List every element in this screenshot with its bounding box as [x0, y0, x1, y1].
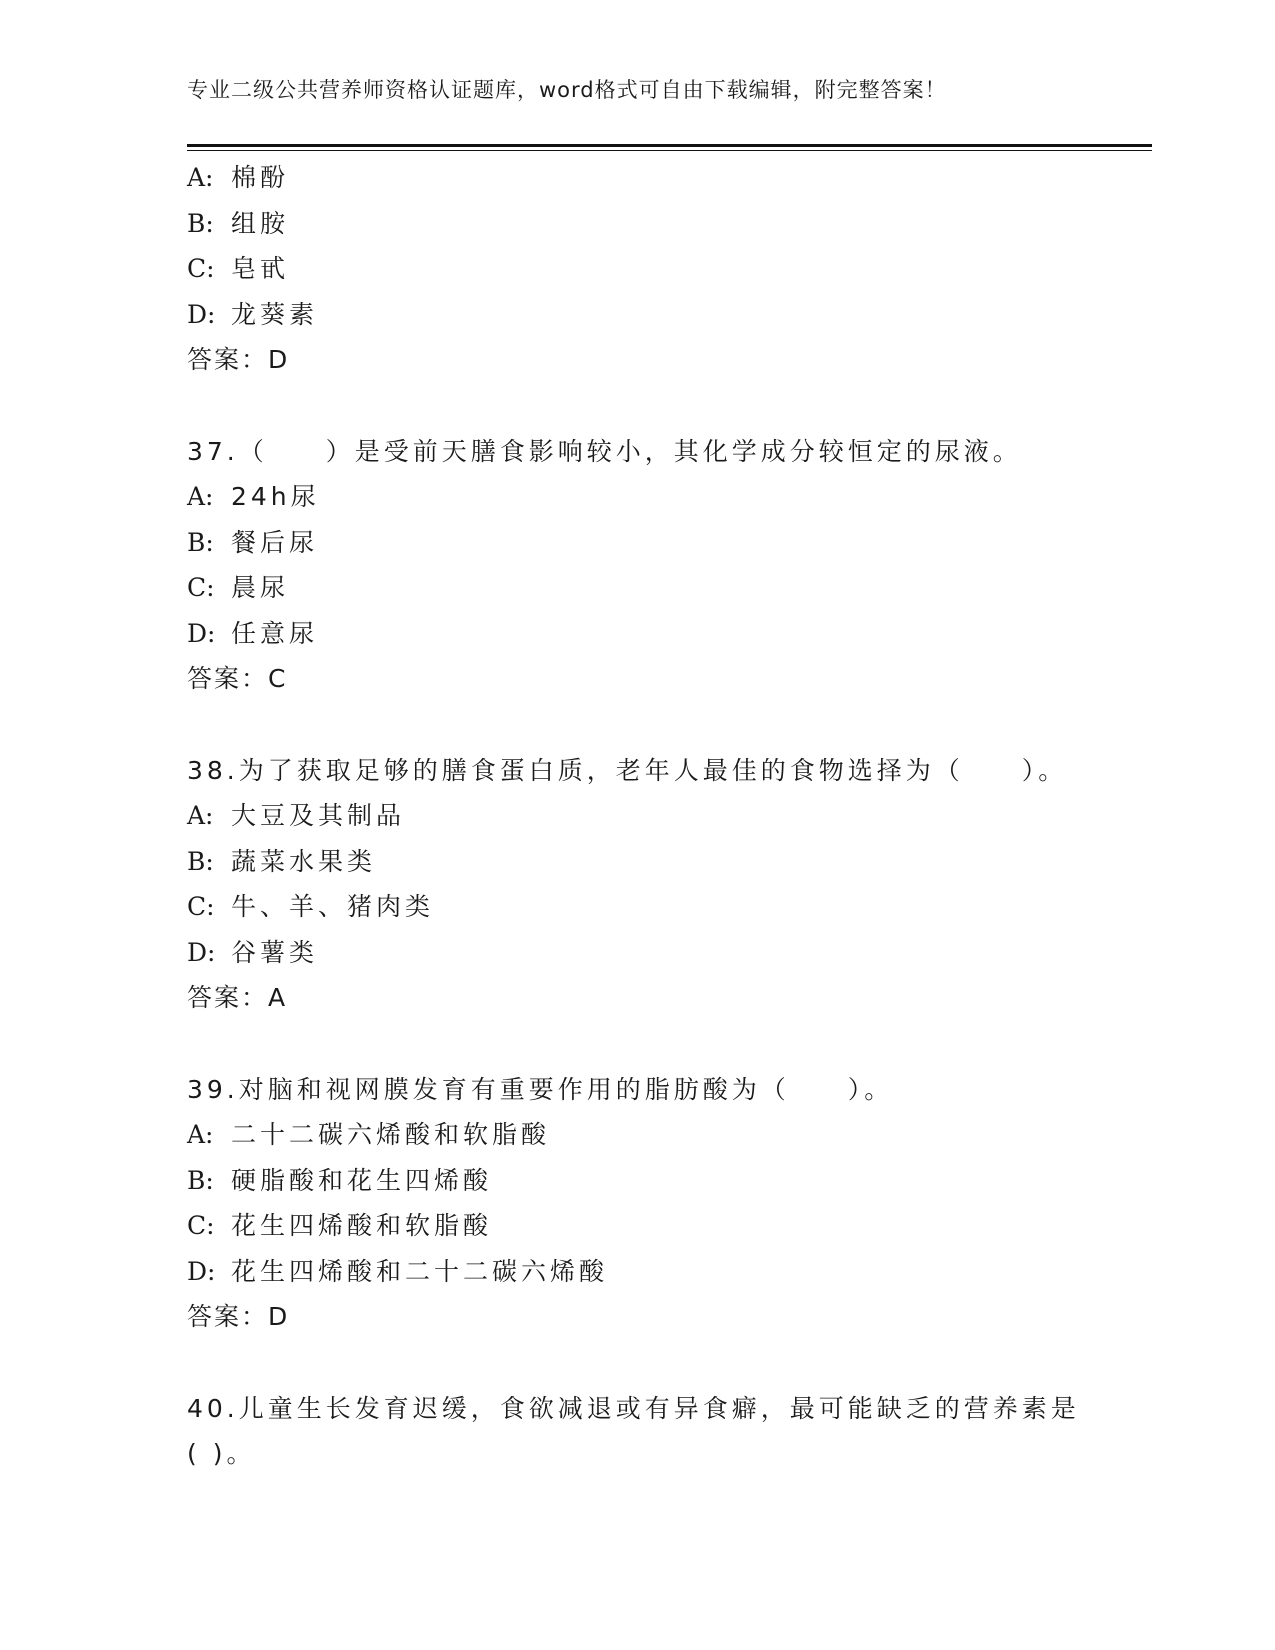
option-text: 硬脂酸和花生四烯酸: [231, 1165, 493, 1195]
option-c: [187, 246, 1147, 292]
answer-line: 答案：A: [187, 983, 288, 1012]
option-letter: B:: [187, 1165, 214, 1195]
question-block-40: [187, 1386, 1147, 1477]
question-stem: 38.为了获取足够的膳食蛋白质，老年人最佳的食物选择为（ ）。: [187, 755, 1068, 785]
question-stem-line-2: ( )。: [187, 1439, 256, 1468]
option-text: 龙葵素: [231, 299, 319, 329]
option-b: [187, 201, 1147, 247]
option-letter: C:: [187, 254, 215, 283]
option-letter: D:: [187, 618, 216, 648]
option-letter: A:: [187, 801, 214, 830]
question-block-36: [187, 155, 1147, 383]
header-divider-thin: [187, 150, 1152, 151]
option-text: 花生四烯酸和软脂酸: [231, 1211, 493, 1240]
question-stem-line-1: 40.儿童生长发育迟缓，食欲减退或有异食癖，最可能缺乏的营养素是: [187, 1393, 1080, 1423]
option-text: 牛、羊、猪肉类: [231, 892, 435, 921]
spacer: [187, 1021, 1147, 1067]
option-letter: B:: [187, 527, 214, 557]
question-stem: 39.对脑和视网膜发育有重要作用的脂肪酸为（ ）。: [187, 1074, 894, 1104]
option-text: 晨尿: [231, 573, 290, 602]
page-header: 专业二级公共营养师资格认证题库，word格式可自由下载编辑，附完整答案！: [187, 78, 947, 102]
option-letter: A:: [187, 1120, 214, 1149]
option-c: [187, 1203, 1147, 1249]
question-stem: 37.（ ）是受前天膳食影响较小，其化学成分较恒定的尿液。: [187, 436, 1022, 466]
option-letter: C:: [187, 573, 215, 602]
option-a: [187, 474, 1147, 520]
option-b: [187, 839, 1147, 885]
question-block-38: [187, 748, 1147, 1021]
option-letter: C:: [187, 1211, 215, 1240]
option-d: [187, 611, 1147, 657]
spacer: [187, 702, 1147, 748]
question-content: [187, 155, 1147, 1477]
option-d: [187, 930, 1147, 976]
option-text: 二十二碳六烯酸和软脂酸: [231, 1120, 551, 1149]
option-a: [187, 155, 1147, 201]
option-letter: A:: [187, 482, 214, 511]
option-text: 棉酚: [231, 163, 290, 192]
option-text: 谷薯类: [231, 937, 319, 967]
spacer: [187, 1340, 1147, 1386]
option-d: [187, 1249, 1147, 1295]
option-text: 蔬菜水果类: [231, 846, 377, 876]
option-text: 花生四烯酸和二十二碳六烯酸: [231, 1256, 609, 1286]
spacer: [187, 383, 1147, 429]
option-d: [187, 292, 1147, 338]
option-letter: B:: [187, 208, 214, 238]
option-text: 皂甙: [231, 254, 290, 283]
option-text: 餐后尿: [231, 527, 319, 557]
question-block-39: [187, 1067, 1147, 1340]
option-a: [187, 793, 1147, 839]
option-text: 组胺: [231, 208, 290, 238]
option-letter: C:: [187, 892, 215, 921]
answer-line: 答案：D: [187, 1302, 290, 1331]
option-text: 大豆及其制品: [231, 801, 406, 830]
option-letter: D:: [187, 1256, 216, 1286]
question-block-37: [187, 429, 1147, 702]
answer-line: 答案：C: [187, 664, 288, 693]
option-letter: D:: [187, 299, 216, 329]
header-divider-thick: [187, 144, 1152, 147]
option-c: [187, 884, 1147, 930]
option-a: [187, 1112, 1147, 1158]
option-text: 任意尿: [231, 618, 319, 648]
option-letter: B:: [187, 846, 214, 876]
option-b: [187, 1158, 1147, 1204]
option-c: [187, 565, 1147, 611]
answer-line: 答案：D: [187, 345, 290, 374]
option-text: 24h尿: [231, 482, 320, 511]
option-b: [187, 520, 1147, 566]
option-letter: D:: [187, 937, 216, 967]
option-letter: A:: [187, 163, 214, 192]
